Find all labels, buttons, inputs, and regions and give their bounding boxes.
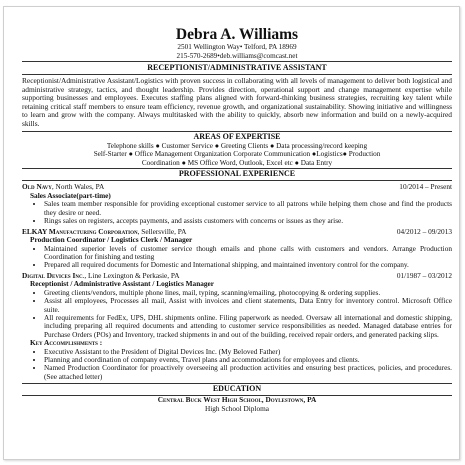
experience-title: PROFESSIONAL EXPERIENCE [178,169,296,179]
job-entry [22,228,452,270]
job-entry [22,272,452,381]
job-dates: 01/1987 – 03/2012 [396,270,452,280]
header-divider [22,61,452,62]
job-dates: 04/2012 – 09/2013 [396,226,452,236]
address-line: 2501 Wellington Way• Telford, PA 18969 [177,43,297,51]
job-role: Production Coordinator / Logistics Clerk / Manager [30,235,193,245]
expertise-line: Coordination ● MS Office Word, Outlook, Excel etc ● Data Entry [141,158,333,167]
job-bullet: • Assist all employees, Processes all mail, Assist with invoices and client statements, Data Entry for inventory control. Microsoft Office suite. [44,297,452,314]
resume-sheet [3,6,460,460]
job-bullet: • Rings sales on registers, accepts payments, and assists customers with concerns or issues as they arise. [44,217,452,225]
job-bullet: • All requirements for FedEx, UPS, DHL shipments online. Filing paperwork as needed. Oversaw all international and domestic shipping, including preparing all required documents and attending to customer service responsibilities as needed. Managed database entries for Purchase Orders (POs) and Inventory, tracked shipments in and out of the building, received repair orders, and generated packing slips. [44,314,452,339]
job-company: ELKAY Manufacturing Corporation [22,226,138,236]
job-company: Digital Devices Inc [22,270,83,280]
job-bullets [22,289,452,339]
phone-email-line: 215-570-2689•deb.williams@comcast.net [176,51,298,60]
job-role: Receptionist / Administrative Assistant / Logistics Manager [30,279,215,289]
key-accomplishment-bullets [22,348,452,382]
job-bullet: • Sales team member responsible for providing exceptional customer service to all patrons while helping them chose and find the products they desire or need. [44,200,452,217]
education-degree: High School Diploma [204,403,270,413]
job-role: Sales Associate(part-time) [30,190,111,200]
experience-divider-bottom [22,180,452,181]
job-entry [22,183,452,225]
job-dates: 10/2014 – Present [399,182,452,192]
candidate-name: Debra A. Williams [175,26,299,43]
key-accomplishments-title: Key Accomplishments : [30,338,103,348]
expertise-title: AREAS OF EXPERTISE [193,131,281,141]
job-location: , North Wales, PA [51,182,105,192]
job-location: ., Line Lexington & Perkasie, PA [82,270,180,280]
job-bullet: • Prepared all required documents for Domestic and International shipping, and maintained inventory control for the company. [44,261,452,269]
objective-title: RECEPTIONIST/ADMINISTRATIVE ASSISTANT [147,63,327,72]
key-accomplishment: • Executive Assistant to the President of Digital Devices Inc. (My Beloved Father) [44,348,452,356]
expertise-line: Self-Starter ● Office Management Organization Corporate Communication ●Logistics● Production [93,150,381,159]
resume-document [22,27,452,413]
key-accomplishment: • Planning and coordination of company events, Travel plans and accommodations for employees and clients. [44,356,452,364]
objective-divider [22,74,452,75]
expertise-line: Telephone skills ● Customer Service ● Greeting Clients ● Data processing/record keeping [106,141,368,150]
summary-paragraph: Receptionist/Administrative Assistant/Logistics with proven success in collaborating with all levels of management to deliver both logistical and administrative strategy, tactics, and thought leadership. Provides direction, operational support and change management expertise while supporting businesses and employees. Executes staffing plans aligned with forward-thinking business strategies, recruiting key talent while retaining critical staff members to ensure team efficiency, revenue growth, and organizational sustainability. Showing initiative and willingness to learn and grow with the company. Always multitasked with the ability to quickly, absorb new information and build on a newly-acquired skills. [22,76,452,128]
job-bullets [22,245,452,270]
job-company: Old Navy [22,182,52,192]
job-location: , Sellersville, PA [137,226,187,236]
education-school: Central Buck West High School, Doylestown, PA [157,395,317,405]
job-bullet: • Maintained superior levels of customer service though emails and phone calls with customers and vendors. Arrange Production Coordination for finishing and testing [44,245,452,262]
job-bullet: • Greeting clients/vendors, multiple phone lines, mail, typing, scanning/emailing, photocopying & ordering supplies. [44,289,452,297]
education-title: EDUCATION [212,384,262,394]
key-accomplishment: • Named Production Coordinator for proactively overseeing all production activities and ensuring best practices, policies, and procedures. (See attached letter) [44,364,452,381]
job-bullets [22,200,452,225]
